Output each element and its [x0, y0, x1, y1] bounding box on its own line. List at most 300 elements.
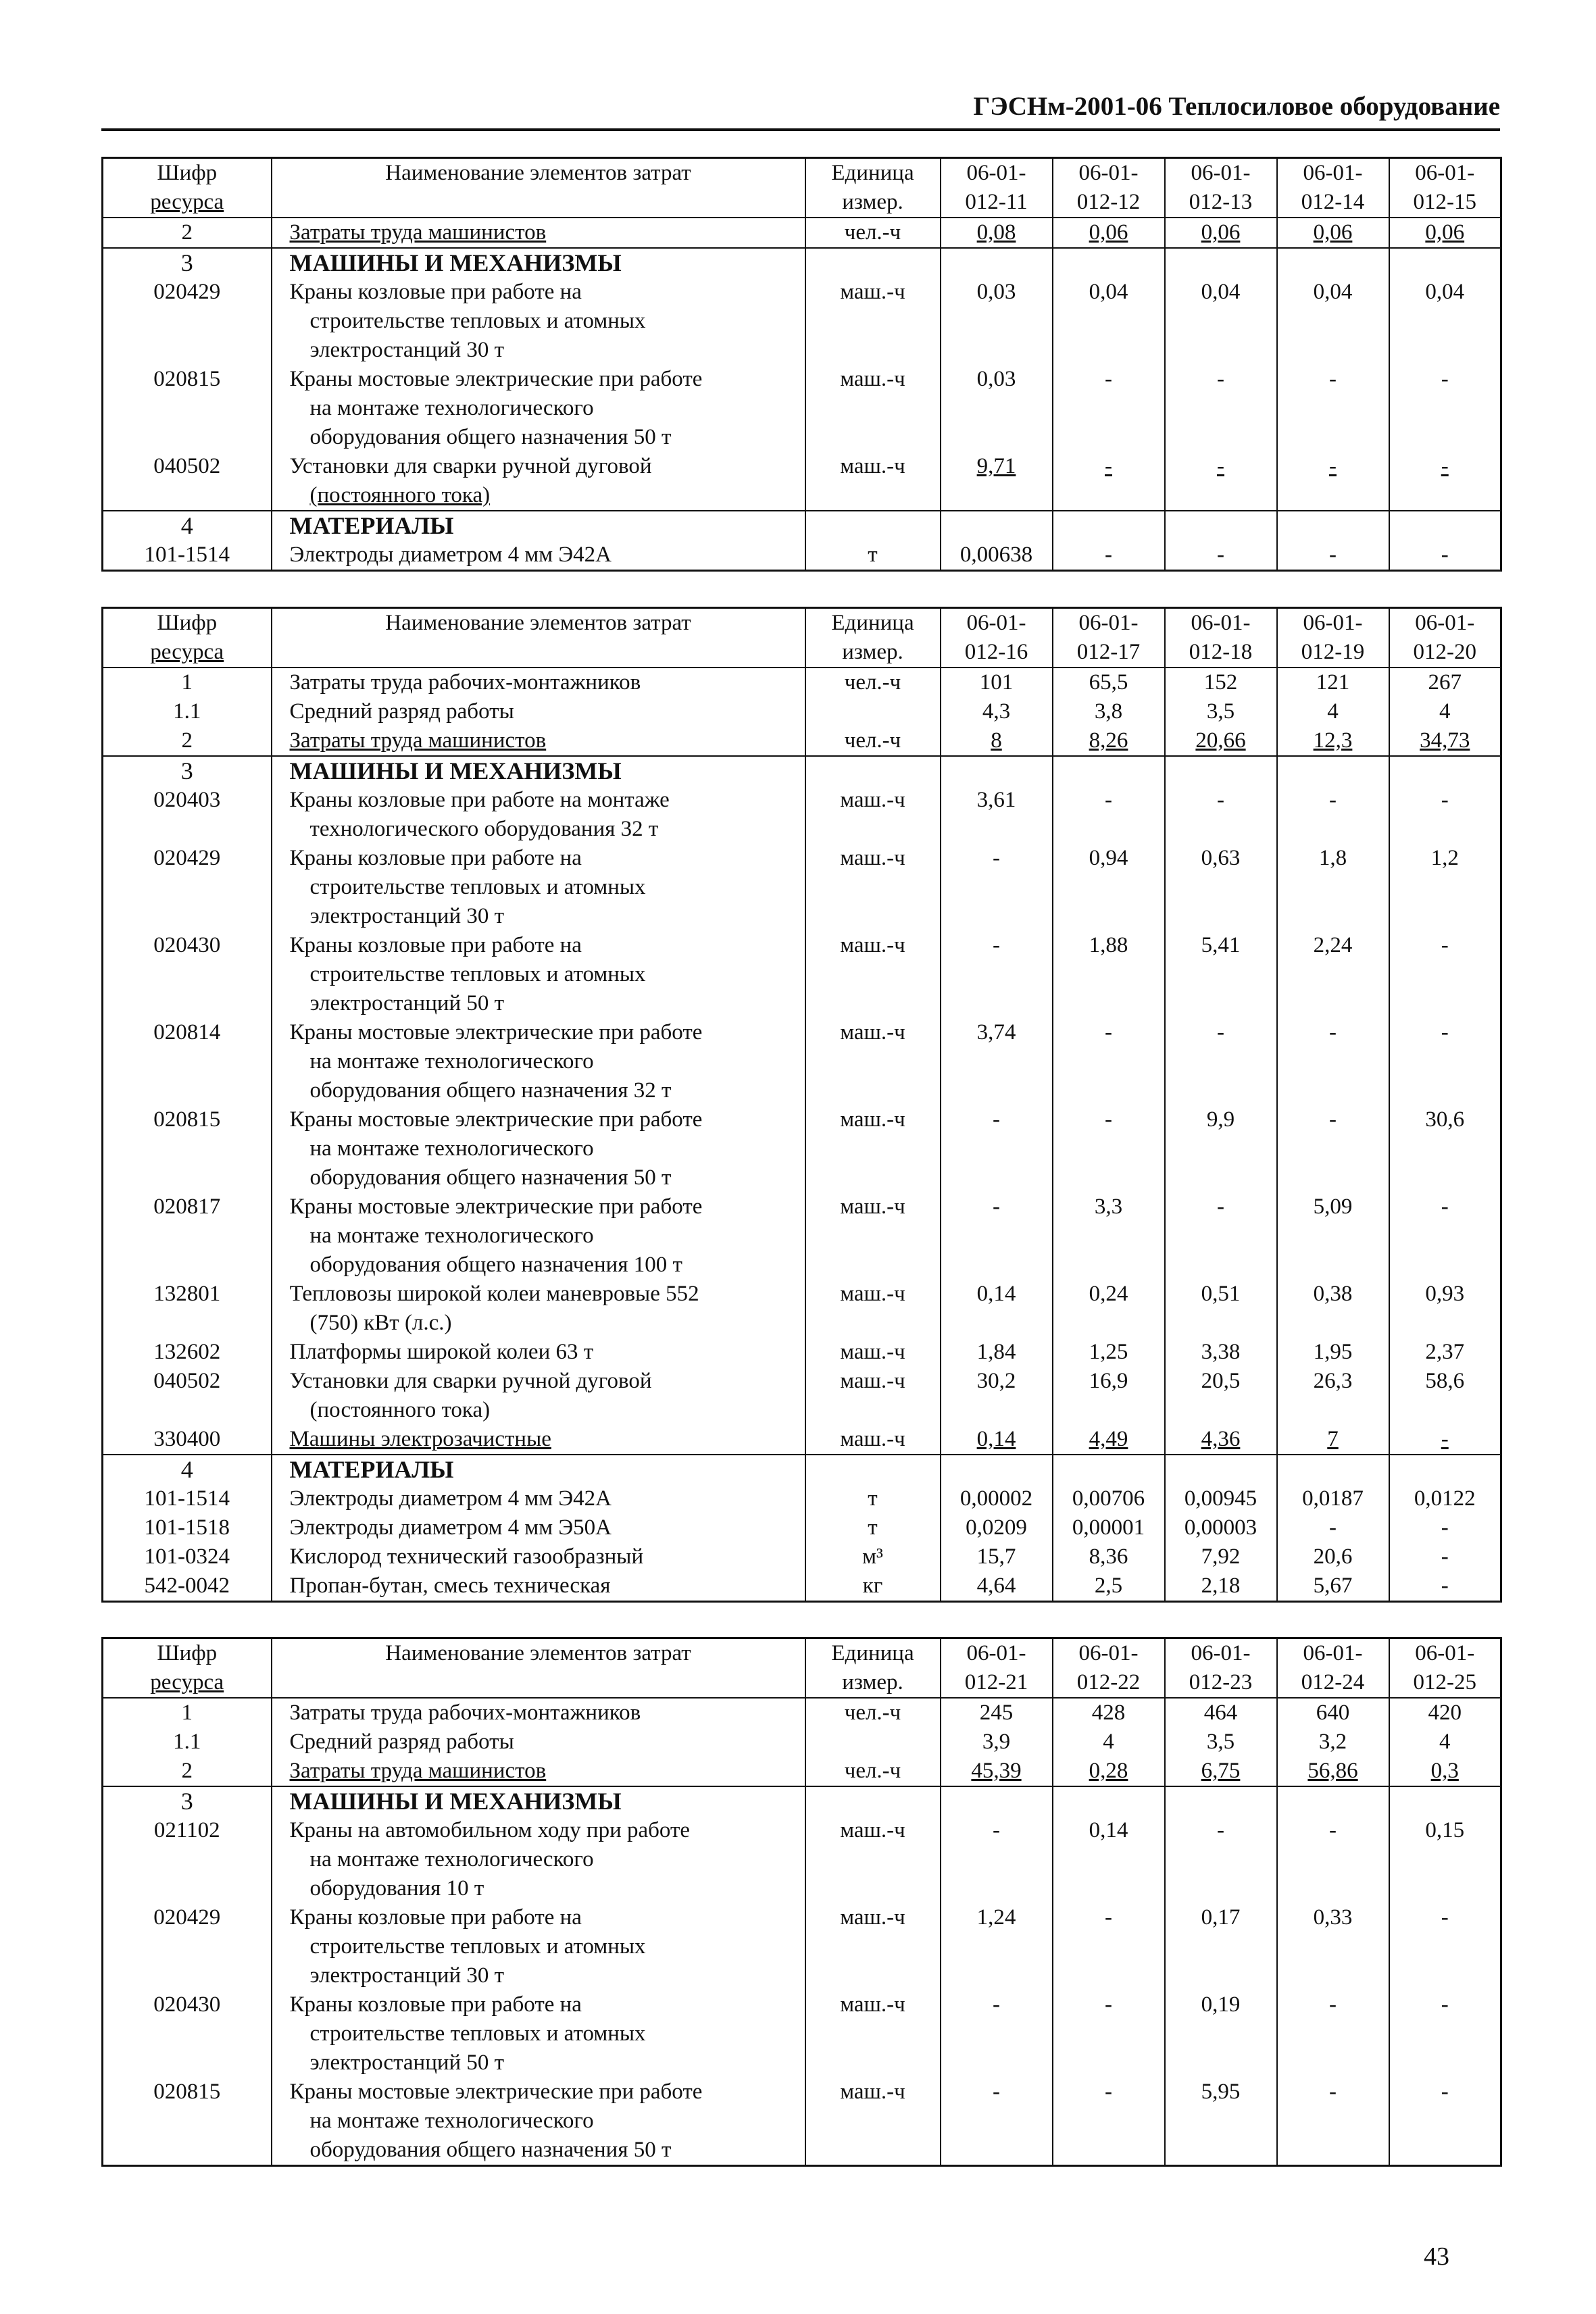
norm-value: - [1165, 1816, 1277, 1903]
unit-of-measure: т [805, 540, 941, 571]
norm-value: 0,04 [1389, 278, 1501, 365]
column-header-code [103, 1638, 272, 1699]
resource-name [272, 1757, 805, 1786]
resource-name-line: Краны козловые при работе на [289, 280, 582, 304]
norm-value [941, 1786, 1053, 1816]
norm-value [1277, 1786, 1389, 1816]
norm-value: 7,92 [1165, 1542, 1277, 1571]
section-row [103, 756, 1501, 786]
resource-name-line: технологического оборудования 32 т [309, 817, 659, 841]
resource-code: 020817 [103, 1192, 272, 1280]
norm-value [1389, 511, 1501, 540]
norm-value: 0,00638 [941, 540, 1053, 571]
table-row [103, 1280, 1501, 1338]
norm-code-line: 012-14 [1301, 190, 1365, 214]
table-row [103, 1425, 1501, 1455]
resource-name-line: строительстве тепловых и атомных [309, 2021, 646, 2046]
resource-name-line: на монтаже технологического [309, 2109, 594, 2133]
norm-value: 0,0122 [1389, 1484, 1501, 1513]
column-header-norm-code [1389, 1638, 1501, 1699]
page-number: 43 [1424, 2242, 1449, 2271]
norm-value [1277, 511, 1389, 540]
norm-value: 0,14 [1053, 1816, 1165, 1903]
norm-value: 0,06 [1277, 218, 1389, 248]
resource-name [272, 1018, 805, 1105]
resource-name [272, 365, 805, 452]
norm-value: - [1277, 1105, 1389, 1192]
unit-of-measure: маш.-ч [805, 1338, 941, 1367]
norm-value: 0,06 [1165, 218, 1277, 248]
unit-of-measure: маш.-ч [805, 278, 941, 365]
column-header-unit [805, 608, 941, 668]
unit-of-measure: маш.-ч [805, 2078, 941, 2166]
norm-value: 1,88 [1053, 931, 1165, 1018]
column-header-code [103, 158, 272, 218]
norm-value: 0,33 [1277, 1903, 1389, 1990]
unit-of-measure [805, 1786, 941, 1816]
resource-name-line: Установки для сварки ручной дуговой [289, 1369, 652, 1393]
norm-value: 0,00003 [1165, 1513, 1277, 1542]
resource-code: 4 [103, 1455, 272, 1484]
resource-name [272, 1280, 805, 1338]
resource-code: 020430 [103, 1990, 272, 2078]
norm-value: - [1389, 1990, 1501, 2078]
norm-value: 0,0209 [941, 1513, 1053, 1542]
norm-code-line: 06-01- [1415, 611, 1475, 635]
norm-value: 245 [941, 1698, 1053, 1728]
norm-value: - [1165, 786, 1277, 844]
norm-value: 5,95 [1165, 2078, 1277, 2166]
resource-code: 132602 [103, 1338, 272, 1367]
resource-name [272, 452, 805, 511]
resource-name-line: оборудования общего назначения 50 т [309, 425, 672, 449]
norm-value [941, 248, 1053, 278]
norm-code-line: 06-01- [1303, 161, 1363, 185]
norm-value: - [1277, 365, 1389, 452]
norm-value: - [1389, 1903, 1501, 1990]
norm-value: 640 [1277, 1698, 1389, 1728]
column-header-norm-code [1165, 608, 1277, 668]
resource-name-line: Затраты труда машинистов [289, 728, 547, 753]
unit-of-measure: маш.-ч [805, 844, 941, 931]
norm-value: 0,63 [1165, 844, 1277, 931]
norm-value: - [941, 2078, 1053, 2166]
unit-of-measure: чел.-ч [805, 1757, 941, 1786]
norm-value: - [941, 1105, 1053, 1192]
resource-name-line: Электроды диаметром 4 мм Э42А [289, 1486, 612, 1511]
column-header-unit-line: измер. [842, 640, 903, 664]
norm-code-line: 012-16 [964, 640, 1028, 664]
norm-value: 1,24 [941, 1903, 1053, 1990]
resource-name [272, 540, 805, 571]
unit-of-measure: маш.-ч [805, 1990, 941, 2078]
resource-code: 020815 [103, 2078, 272, 2166]
resource-name [272, 1903, 805, 1990]
resource-name-line: Краны козловые при работе на монтаже [289, 788, 670, 812]
unit-of-measure [805, 1728, 941, 1757]
resource-code: 020430 [103, 931, 272, 1018]
norm-value: 8,36 [1053, 1542, 1165, 1571]
norm-value: 0,03 [941, 365, 1053, 452]
column-header-unit-line: Единица [831, 1641, 914, 1665]
unit-of-measure: чел.-ч [805, 1698, 941, 1728]
table-row [103, 278, 1501, 365]
table-row [103, 1484, 1501, 1513]
table-row [103, 1105, 1501, 1192]
norm-value: 4 [1277, 697, 1389, 726]
resource-name-line: Краны мостовые электрические при работе [289, 1194, 703, 1219]
norm-value: - [1053, 1990, 1165, 2078]
norm-value: - [1389, 540, 1501, 571]
norm-value [1053, 511, 1165, 540]
norm-code-line: 06-01- [1303, 1641, 1363, 1665]
norm-value: 0,03 [941, 278, 1053, 365]
resource-name-line: Платформы широкой колеи 63 т [289, 1340, 594, 1364]
norm-value: 0,24 [1053, 1280, 1165, 1338]
norm-value: 0,04 [1277, 278, 1389, 365]
resource-name-line: строительстве тепловых и атомных [309, 875, 646, 899]
resource-name-line: Электроды диаметром 4 мм Э42А [289, 543, 612, 567]
norm-value [1389, 756, 1501, 786]
table-row [103, 1192, 1501, 1280]
resource-code: 020429 [103, 844, 272, 931]
norm-value: 4,3 [941, 697, 1053, 726]
table-row [103, 1816, 1501, 1903]
norm-code-line: 06-01- [1078, 1641, 1139, 1665]
norm-value: 0,94 [1053, 844, 1165, 931]
resource-name [272, 1786, 805, 1816]
resource-name-line: Краны мостовые электрические при работе [289, 367, 703, 391]
resource-table-1 [101, 157, 1502, 572]
resource-code: 3 [103, 756, 272, 786]
resource-code: 3 [103, 1786, 272, 1816]
resource-code: 101-1518 [103, 1513, 272, 1542]
column-header-norm-code [1053, 158, 1165, 218]
table-row [103, 1018, 1501, 1105]
norm-value: 8 [941, 726, 1053, 756]
norm-value: - [1053, 2078, 1165, 2166]
norm-value: 420 [1389, 1698, 1501, 1728]
resource-name-line: Краны мостовые электрические при работе [289, 1107, 703, 1132]
norm-value: 0,28 [1053, 1757, 1165, 1786]
resource-name [272, 726, 805, 756]
norm-code-line: 06-01- [966, 1641, 1026, 1665]
unit-of-measure [805, 511, 941, 540]
table-row [103, 668, 1501, 697]
norm-code-line: 06-01- [966, 161, 1026, 185]
norm-value: - [1389, 1571, 1501, 1602]
section-row [103, 248, 1501, 278]
column-header-code-line: ресурса [150, 1670, 224, 1694]
column-header-norm-code [1053, 608, 1165, 668]
norm-code-line: 06-01- [1303, 611, 1363, 635]
resource-name [272, 248, 805, 278]
norm-value: - [1277, 1816, 1389, 1903]
unit-of-measure: маш.-ч [805, 365, 941, 452]
resource-name-line: МАШИНЫ И МЕХАНИЗМЫ [289, 757, 622, 784]
norm-value [1053, 756, 1165, 786]
column-header-norm-code [1165, 1638, 1277, 1699]
unit-of-measure: чел.-ч [805, 726, 941, 756]
norm-value [1165, 511, 1277, 540]
column-header-code-line: ресурса [150, 190, 224, 214]
resource-name-line: МАТЕРИАЛЫ [289, 512, 454, 539]
norm-value: - [941, 844, 1053, 931]
resource-name [272, 1513, 805, 1542]
norm-value: - [941, 1990, 1053, 2078]
norm-value: 0,0187 [1277, 1484, 1389, 1513]
resource-name [272, 1571, 805, 1602]
norm-code-line: 012-19 [1301, 640, 1365, 664]
norm-value: 5,09 [1277, 1192, 1389, 1280]
norm-value [1277, 248, 1389, 278]
resource-name [272, 756, 805, 786]
resource-code: 020815 [103, 365, 272, 452]
resource-name [272, 1728, 805, 1757]
resource-name-line: строительстве тепловых и атомных [309, 309, 646, 333]
column-header-unit [805, 158, 941, 218]
unit-of-measure: м³ [805, 1542, 941, 1571]
resource-name [272, 1455, 805, 1484]
resource-name-line: электростанций 50 т [309, 991, 505, 1015]
norm-value: - [1165, 1018, 1277, 1105]
resource-name [272, 1105, 805, 1192]
norm-value: - [1053, 1903, 1165, 1990]
column-header-name: Наименование элементов затрат [272, 608, 805, 668]
norm-value: - [1389, 1513, 1501, 1542]
norm-value: 267 [1389, 668, 1501, 697]
norm-value: 58,6 [1389, 1367, 1501, 1425]
table-row [103, 1698, 1501, 1728]
resource-code: 1.1 [103, 697, 272, 726]
norm-code-line: 012-21 [964, 1670, 1028, 1694]
resource-name [272, 1192, 805, 1280]
resource-code: 542-0042 [103, 1571, 272, 1602]
column-header-unit-line: измер. [842, 190, 903, 214]
norm-value: 30,6 [1389, 1105, 1501, 1192]
table-row [103, 786, 1501, 844]
table-row [103, 540, 1501, 571]
resource-code: 1.1 [103, 1728, 272, 1757]
resource-name-line: оборудования общего назначения 50 т [309, 1165, 672, 1190]
column-header-code-line: Шифр [157, 1641, 218, 1665]
resource-name-line: (750) кВт (л.с.) [309, 1311, 452, 1335]
resource-name-line: Электроды диаметром 4 мм Э50А [289, 1515, 612, 1540]
resource-name [272, 1338, 805, 1367]
norm-value: 0,17 [1165, 1903, 1277, 1990]
resource-name [272, 1816, 805, 1903]
norm-code-line: 012-20 [1413, 640, 1476, 664]
resource-name-line: МАТЕРИАЛЫ [289, 1456, 454, 1483]
resource-name [272, 1367, 805, 1425]
column-header-code [103, 608, 272, 668]
resource-name-line: Затраты труда машинистов [289, 220, 547, 245]
resource-name-line: Машины электрозачистные [289, 1427, 551, 1451]
resource-name-line: оборудования общего назначения 100 т [309, 1253, 682, 1277]
resource-name-line: на монтаже технологического [309, 1224, 594, 1248]
resource-code: 1 [103, 668, 272, 697]
norm-value: 3,38 [1165, 1338, 1277, 1367]
table-row [103, 1571, 1501, 1602]
column-header-code-line: Шифр [157, 161, 218, 185]
norm-value [1277, 756, 1389, 786]
resource-code: 020814 [103, 1018, 272, 1105]
norm-value: 4,36 [1165, 1425, 1277, 1455]
table-row [103, 218, 1501, 248]
norm-value: 1,95 [1277, 1338, 1389, 1367]
column-header-unit-line: Единица [831, 611, 914, 635]
norm-value: 3,5 [1165, 1728, 1277, 1757]
table-row [103, 1990, 1501, 2078]
norm-value: 101 [941, 668, 1053, 697]
norm-value: - [1277, 540, 1389, 571]
unit-of-measure: т [805, 1484, 941, 1513]
norm-code-line: 06-01- [1191, 161, 1251, 185]
norm-code-line: 012-15 [1413, 190, 1476, 214]
table-row [103, 844, 1501, 931]
norm-value: 3,74 [941, 1018, 1053, 1105]
norm-value: 8,26 [1053, 726, 1165, 756]
norm-value: - [1389, 1425, 1501, 1455]
resource-code: 2 [103, 1757, 272, 1786]
norm-value: 0,51 [1165, 1280, 1277, 1338]
resource-table-3 [101, 1637, 1502, 2167]
norm-code-line: 012-24 [1301, 1670, 1365, 1694]
column-header-norm-code [941, 1638, 1053, 1699]
norm-value: - [1389, 1018, 1501, 1105]
norm-value: 0,04 [1165, 278, 1277, 365]
resource-code: 020429 [103, 278, 272, 365]
resource-name-line: электростанций 50 т [309, 2051, 505, 2075]
norm-value: 2,18 [1165, 1571, 1277, 1602]
unit-of-measure [805, 1455, 941, 1484]
norm-value: 0,3 [1389, 1757, 1501, 1786]
resource-name [272, 1698, 805, 1728]
resource-name [272, 1425, 805, 1455]
resource-name-line: Тепловозы широкой колеи маневровые 552 [289, 1282, 699, 1306]
norm-value [1389, 1455, 1501, 1484]
norm-value [1165, 1455, 1277, 1484]
norm-value: - [1165, 1192, 1277, 1280]
section-row [103, 511, 1501, 540]
norm-value: 1,2 [1389, 844, 1501, 931]
resource-name-line: на монтаже технологического [309, 1136, 594, 1161]
norm-value: 4,64 [941, 1571, 1053, 1602]
resource-code: 2 [103, 218, 272, 248]
norm-value: 0,15 [1389, 1816, 1501, 1903]
norm-value: 0,14 [941, 1425, 1053, 1455]
norm-value [1053, 1786, 1165, 1816]
norm-value: 0,06 [1053, 218, 1165, 248]
resource-name-line: строительстве тепловых и атомных [309, 962, 646, 986]
norm-code-line: 06-01- [1191, 611, 1251, 635]
norm-value: - [1277, 2078, 1389, 2166]
norm-value: 3,8 [1053, 697, 1165, 726]
norm-value: 3,61 [941, 786, 1053, 844]
resource-name-line: Краны козловые при работе на [289, 933, 582, 957]
norm-value: 0,00945 [1165, 1484, 1277, 1513]
table-row [103, 1903, 1501, 1990]
norm-value: 9,9 [1165, 1105, 1277, 1192]
unit-of-measure: маш.-ч [805, 452, 941, 511]
resource-name-line: Средний разряд работы [289, 1730, 514, 1754]
norm-value: - [1165, 365, 1277, 452]
column-header-name: Наименование элементов затрат [272, 158, 805, 218]
norm-value: 2,37 [1389, 1338, 1501, 1367]
norm-value: - [1277, 786, 1389, 844]
table-row [103, 931, 1501, 1018]
unit-of-measure: маш.-ч [805, 1367, 941, 1425]
unit-of-measure [805, 756, 941, 786]
resource-name-line: (постоянного тока) [309, 483, 491, 507]
resource-code: 132801 [103, 1280, 272, 1338]
unit-of-measure: кг [805, 1571, 941, 1602]
resource-name [272, 278, 805, 365]
resource-name-line: на монтаже технологического [309, 1847, 594, 1871]
resource-name-line: оборудования общего назначения 50 т [309, 2138, 672, 2162]
unit-of-measure: маш.-ч [805, 1192, 941, 1280]
norm-code-line: 06-01- [1078, 161, 1139, 185]
norm-value: - [1389, 786, 1501, 844]
column-header-norm-code [1165, 158, 1277, 218]
resource-code: 2 [103, 726, 272, 756]
resource-name-line: оборудования общего назначения 32 т [309, 1078, 672, 1103]
resource-code: 1 [103, 1698, 272, 1728]
norm-code-line: 06-01- [1415, 1641, 1475, 1665]
norm-value: 5,41 [1165, 931, 1277, 1018]
column-header-code-line: Шифр [157, 611, 218, 635]
norm-code-line: 012-18 [1189, 640, 1253, 664]
column-header-norm-code [1389, 608, 1501, 668]
norm-value: - [1389, 2078, 1501, 2166]
resource-name-line: Краны козловые при работе на [289, 1992, 582, 2017]
norm-value: - [1389, 1542, 1501, 1571]
resource-code: 020429 [103, 1903, 272, 1990]
resource-code: 040502 [103, 452, 272, 511]
resource-name [272, 1484, 805, 1513]
table-row [103, 726, 1501, 756]
resource-name-line: Затраты труда рабочих-монтажников [289, 1701, 641, 1725]
norm-value: 3,2 [1277, 1728, 1389, 1757]
unit-of-measure [805, 697, 941, 726]
resource-name [272, 844, 805, 931]
column-header-norm-code [1277, 158, 1389, 218]
column-header-norm-code [941, 608, 1053, 668]
column-header-norm-code [1277, 608, 1389, 668]
resource-name-line: Установки для сварки ручной дуговой [289, 454, 652, 478]
norm-value: 30,2 [941, 1367, 1053, 1425]
norm-value: - [941, 931, 1053, 1018]
resource-name-line: Затраты труда машинистов [289, 1759, 547, 1783]
table-header-row [103, 608, 1501, 668]
resource-name-line: на монтаже технологического [309, 396, 594, 420]
norm-value: 152 [1165, 668, 1277, 697]
table-header-row [103, 158, 1501, 218]
norm-value: 2,24 [1277, 931, 1389, 1018]
norm-value [1053, 248, 1165, 278]
resource-code: 021102 [103, 1816, 272, 1903]
norm-value: - [1053, 1105, 1165, 1192]
column-header-unit-line: Единица [831, 161, 914, 185]
table-header-row [103, 1638, 1501, 1699]
norm-value: 1,8 [1277, 844, 1389, 931]
table-row [103, 1728, 1501, 1757]
norm-value: 1,84 [941, 1338, 1053, 1367]
norm-value: - [1053, 452, 1165, 511]
unit-of-measure: маш.-ч [805, 786, 941, 844]
resource-name-line: Краны на автомобильном ходу при работе [289, 1818, 691, 1842]
norm-value: - [1389, 931, 1501, 1018]
